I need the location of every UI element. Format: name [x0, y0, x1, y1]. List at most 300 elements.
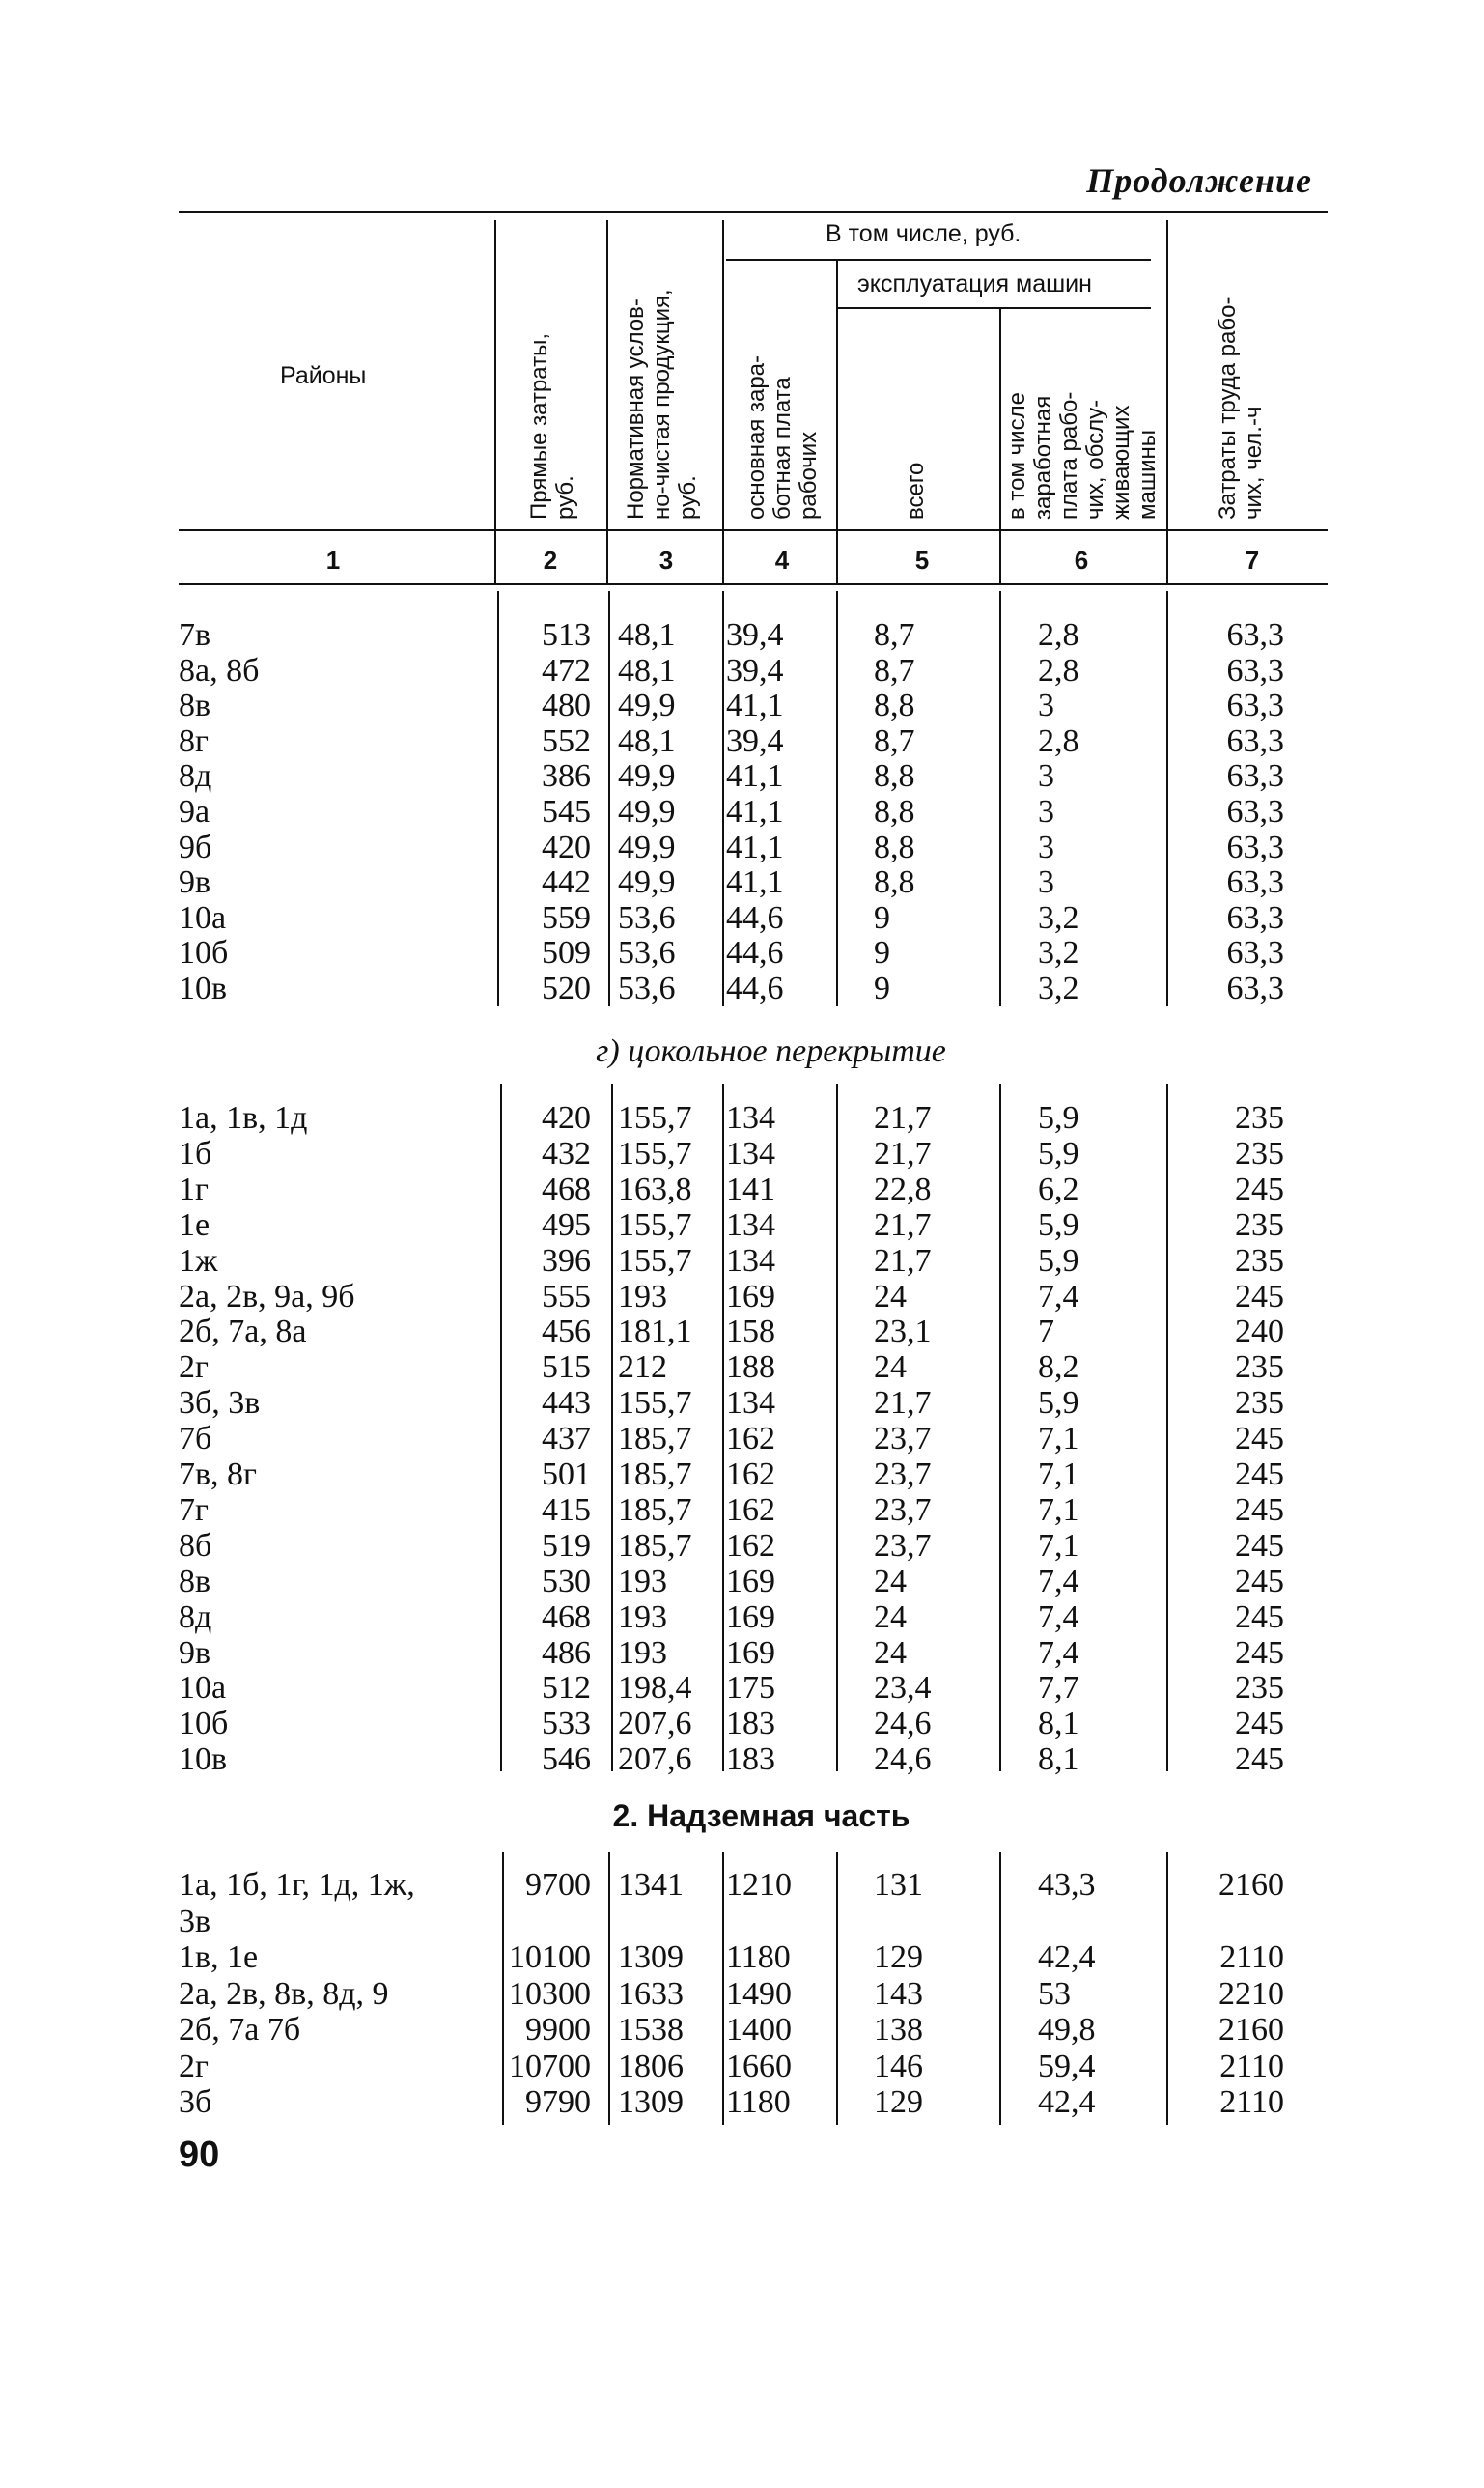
labor-cell: 2210: [1218, 1975, 1284, 2012]
district-cell: 2б, 7а 7б: [179, 2012, 301, 2048]
labor-cell: 63,3: [1226, 617, 1284, 653]
machines-total-cell: 8,8: [874, 794, 915, 830]
net-product-cell: 207,6: [618, 1706, 692, 1742]
net-product-cell: 155,7: [618, 1100, 692, 1136]
direct-costs-cell: 515: [542, 1349, 591, 1386]
base-wage-cell: 169: [726, 1634, 775, 1671]
net-product-cell: 49,9: [618, 864, 676, 901]
sec1-vline-2: [608, 591, 610, 1006]
machines-total-cell: 23,7: [874, 1456, 932, 1492]
sec3-vline-2: [608, 1852, 610, 2125]
district-cell: 2г: [179, 1349, 209, 1386]
table-row: [0, 936, 1484, 971]
labor-cell: 235: [1235, 1349, 1284, 1386]
machines-group-rule: [837, 307, 1151, 309]
table-row: [0, 759, 1484, 794]
table-row: [0, 831, 1484, 865]
machine-wage-cell: 7,1: [1038, 1527, 1079, 1564]
direct-costs-cell: 456: [542, 1314, 591, 1350]
base-wage-cell: 162: [726, 1421, 775, 1457]
net-product-cell: 53,6: [618, 971, 676, 1006]
base-wage-cell: 141: [726, 1171, 775, 1207]
table-row: [0, 1742, 1484, 1777]
table-row: [0, 1600, 1484, 1635]
district-cell: 10а: [179, 1670, 227, 1707]
colnum-7: 7: [1245, 546, 1260, 575]
machine-wage-cell: 3: [1038, 758, 1054, 795]
labor-cell: 235: [1235, 1206, 1284, 1243]
header-vline-2: [606, 220, 608, 583]
sec1-vline-4: [836, 591, 838, 1006]
direct-costs-cell: 545: [542, 794, 591, 830]
net-product-cell: 198,4: [618, 1670, 692, 1707]
machines-total-cell: 21,7: [874, 1385, 932, 1422]
machines-total-cell: 21,7: [874, 1242, 932, 1279]
machines-total-cell: 138: [874, 2012, 923, 2048]
district-cell: 10б: [179, 1706, 229, 1742]
labor-cell: 245: [1235, 1456, 1284, 1492]
machine-wage-cell: 8,1: [1038, 1706, 1079, 1742]
net-product-cell: 1633: [618, 1975, 684, 2012]
table-row: [0, 901, 1484, 936]
colnum-1: 1: [325, 546, 341, 575]
machines-total-cell: 23,1: [874, 1314, 932, 1350]
direct-costs-cell: 386: [542, 758, 591, 795]
base-wage-cell: 1210: [726, 1867, 792, 1903]
district-cell: 3б: [179, 2084, 212, 2120]
sec2-vline-1: [500, 1084, 502, 1771]
base-wage-cell: 162: [726, 1456, 775, 1492]
net-product-cell: 185,7: [618, 1527, 692, 1564]
net-product-cell: 163,8: [618, 1171, 692, 1207]
continuation-label: Продолжение: [1086, 161, 1312, 200]
table-row: [0, 1565, 1484, 1599]
labor-cell: 63,3: [1226, 794, 1284, 830]
machine-wage-cell: 2,8: [1038, 722, 1079, 759]
base-wage-cell: 183: [726, 1706, 775, 1742]
base-wage-cell: 41,1: [726, 864, 784, 901]
labor-cell: 245: [1235, 1491, 1284, 1528]
colnum-6: 6: [1074, 546, 1089, 575]
machines-total-cell: 22,8: [874, 1171, 932, 1207]
base-wage-cell: 41,1: [726, 758, 784, 795]
district-cell: 1а, 1б, 1г, 1д, 1ж,: [179, 1867, 415, 1903]
table-row: [0, 1173, 1484, 1207]
district-cell: 1б: [179, 1135, 212, 1172]
machine-wage-cell: 5,9: [1038, 1385, 1079, 1422]
machine-wage-cell: 7: [1038, 1314, 1054, 1350]
district-cell: 1ж: [179, 1242, 218, 1279]
base-wage-cell: 1180: [726, 2084, 791, 2120]
net-product-cell: 207,6: [618, 1741, 692, 1778]
machines-total-cell: 24: [874, 1598, 907, 1635]
base-wage-cell: 39,4: [726, 652, 784, 689]
machine-wage-cell: 7,1: [1038, 1421, 1079, 1457]
labor-cell: 63,3: [1226, 829, 1284, 865]
district-cell: 2а, 2в, 8в, 8д, 9: [179, 1975, 389, 2012]
direct-costs-cell: 513: [542, 617, 591, 653]
direct-costs-cell: 432: [542, 1135, 591, 1172]
header-col5: всего: [903, 462, 929, 520]
district-cell: 9б: [179, 829, 212, 865]
header-col1: Районы: [280, 362, 367, 389]
net-product-cell: 193: [618, 1634, 667, 1671]
net-product-cell: 1309: [618, 1939, 684, 1975]
direct-costs-cell: 480: [542, 688, 591, 724]
sec3-vline-3: [722, 1852, 724, 2125]
direct-costs-cell: 546: [542, 1741, 591, 1778]
base-wage-cell: 169: [726, 1563, 775, 1599]
sec1-vline-3: [722, 591, 724, 1006]
sec3-vline-1: [502, 1852, 504, 2125]
labor-cell: 63,3: [1226, 722, 1284, 759]
machines-total-cell: 131: [874, 1867, 923, 1903]
table-row: [0, 1636, 1484, 1671]
machine-wage-cell: 53: [1038, 1975, 1071, 2012]
district-cell: 1а, 1в, 1д: [179, 1100, 308, 1136]
net-product-cell: 193: [618, 1278, 667, 1315]
district-cell: 8а, 8б: [179, 652, 260, 689]
machine-wage-cell: 2,8: [1038, 617, 1079, 653]
net-product-cell: 212: [618, 1349, 667, 1386]
machine-wage-cell: 7,4: [1038, 1563, 1079, 1599]
district-cell: 8д: [179, 1598, 212, 1635]
section2-title: г) цокольное перекрытие: [596, 1033, 946, 1069]
direct-costs-cell: 559: [542, 899, 591, 936]
base-wage-cell: 1400: [726, 2012, 792, 2048]
sec2-vline-2: [611, 1084, 613, 1771]
base-wage-cell: 39,4: [726, 617, 784, 653]
net-product-cell: 193: [618, 1598, 667, 1635]
machines-total-cell: 24: [874, 1349, 907, 1386]
net-product-cell: 49,9: [618, 794, 676, 830]
header-incl-group: В том числе, руб.: [826, 220, 1022, 247]
labor-cell: 245: [1235, 1563, 1284, 1599]
machines-total-cell: 21,7: [874, 1206, 932, 1243]
labor-cell: 235: [1235, 1242, 1284, 1279]
labor-cell: 63,3: [1226, 688, 1284, 724]
table-row: [0, 865, 1484, 900]
machine-wage-cell: 3,2: [1038, 971, 1079, 1006]
machines-total-cell: 23,7: [874, 1421, 932, 1457]
table-row: [0, 1208, 1484, 1243]
machines-total-cell: 24: [874, 1278, 907, 1315]
header-vline-1: [494, 220, 496, 583]
direct-costs-cell: 415: [542, 1491, 591, 1528]
labor-cell: 245: [1235, 1421, 1284, 1457]
district-cell: 2г: [179, 2048, 209, 2084]
direct-costs-cell: 442: [542, 864, 591, 901]
machine-wage-cell: 7,1: [1038, 1456, 1079, 1492]
district-cell: 3в: [179, 1903, 211, 1939]
base-wage-cell: 134: [726, 1206, 775, 1243]
colnum-5: 5: [914, 546, 930, 575]
table-row: [0, 1529, 1484, 1564]
machines-total-cell: 8,8: [874, 864, 915, 901]
colnum-bottom-rule: [179, 583, 1328, 585]
direct-costs-cell: 552: [542, 722, 591, 759]
header-vline-6: [1166, 220, 1168, 583]
page-number: 90: [179, 2135, 220, 2175]
colnum-4: 4: [774, 546, 790, 575]
machine-wage-cell: 3: [1038, 829, 1054, 865]
machine-wage-cell: 8,1: [1038, 1741, 1079, 1778]
labor-cell: 245: [1235, 1527, 1284, 1564]
district-cell: 9в: [179, 1634, 211, 1671]
table-row: [0, 618, 1484, 653]
district-cell: 8в: [179, 1563, 211, 1599]
labor-cell: 2160: [1218, 1867, 1284, 1903]
table-row: [0, 795, 1484, 830]
direct-costs-cell: 512: [542, 1670, 591, 1707]
net-product-cell: 1806: [618, 2048, 684, 2084]
direct-costs-cell: 420: [542, 1100, 591, 1136]
net-product-cell: 53,6: [618, 935, 676, 972]
table-row: [0, 972, 1484, 1006]
direct-costs-cell: 533: [542, 1706, 591, 1742]
table-row: [0, 1422, 1484, 1456]
district-cell: 10в: [179, 1741, 228, 1778]
net-product-cell: 155,7: [618, 1385, 692, 1422]
base-wage-cell: 134: [726, 1135, 775, 1172]
table-row: [0, 654, 1484, 689]
base-wage-cell: 1180: [726, 1939, 791, 1975]
machines-total-cell: 23,7: [874, 1527, 932, 1564]
net-product-cell: 48,1: [618, 652, 676, 689]
direct-costs-cell: 9700: [525, 1867, 591, 1903]
district-cell: 7в: [179, 617, 211, 653]
table-row: [0, 1868, 1484, 1903]
direct-costs-cell: 530: [542, 1563, 591, 1599]
table-row: [0, 1671, 1484, 1706]
direct-costs-cell: 10700: [509, 2048, 591, 2084]
base-wage-cell: 134: [726, 1385, 775, 1422]
labor-cell: 2160: [1218, 2012, 1284, 2048]
machine-wage-cell: 7,4: [1038, 1598, 1079, 1635]
machines-total-cell: 24: [874, 1634, 907, 1671]
base-wage-cell: 162: [726, 1491, 775, 1528]
table-row: [0, 1977, 1484, 2012]
machine-wage-cell: 3,2: [1038, 899, 1079, 936]
labor-cell: 235: [1235, 1135, 1284, 1172]
machines-total-cell: 8,8: [874, 688, 915, 724]
base-wage-cell: 41,1: [726, 829, 784, 865]
machines-total-cell: 8,7: [874, 617, 915, 653]
machine-wage-cell: 8,2: [1038, 1349, 1079, 1386]
district-cell: 1е: [179, 1206, 210, 1243]
header-col4: основная зара- ботная плата рабочих: [743, 354, 822, 520]
table-row: [0, 1905, 1484, 1939]
colnum-3: 3: [658, 546, 674, 575]
district-cell: 7г: [179, 1491, 209, 1528]
sec2-vline-4: [836, 1084, 838, 1771]
direct-costs-cell: 501: [542, 1456, 591, 1492]
machines-total-cell: 9: [874, 899, 890, 936]
district-cell: 3б, 3в: [179, 1385, 261, 1422]
direct-costs-cell: 468: [542, 1171, 591, 1207]
machine-wage-cell: 6,2: [1038, 1171, 1079, 1207]
header-col3: Нормативная услов- но-чистая продукция, руб.: [623, 289, 701, 520]
base-wage-cell: 158: [726, 1314, 775, 1350]
labor-cell: 245: [1235, 1634, 1284, 1671]
machines-total-cell: 9: [874, 971, 890, 1006]
district-cell: 1г: [179, 1171, 209, 1207]
machine-wage-cell: 42,4: [1038, 1939, 1096, 1975]
district-cell: 2б, 7а, 8а: [179, 1314, 307, 1350]
direct-costs-cell: 468: [542, 1598, 591, 1635]
sec2-vline-3: [722, 1084, 724, 1771]
direct-costs-cell: 437: [542, 1421, 591, 1457]
direct-costs-cell: 486: [542, 1634, 591, 1671]
labor-cell: 2110: [1219, 1939, 1284, 1975]
header-col7: Затраты труда рабо- чих, чел.-ч: [1215, 297, 1267, 520]
table-row: [0, 2085, 1484, 2120]
district-cell: 7в, 8г: [179, 1456, 257, 1492]
labor-cell: 245: [1235, 1706, 1284, 1742]
machines-total-cell: 143: [874, 1975, 923, 2012]
machine-wage-cell: 7,7: [1038, 1670, 1079, 1707]
machines-total-cell: 9: [874, 935, 890, 972]
machine-wage-cell: 3,2: [1038, 935, 1079, 972]
table-row: [0, 1457, 1484, 1492]
header-vline-3: [722, 220, 724, 583]
base-wage-cell: 183: [726, 1741, 775, 1778]
direct-costs-cell: 519: [542, 1527, 591, 1564]
direct-costs-cell: 420: [542, 829, 591, 865]
table-row: [0, 2013, 1484, 2048]
machine-wage-cell: 5,9: [1038, 1100, 1079, 1136]
header-machines-group: эксплуатация машин: [857, 270, 1092, 297]
sec3-vline-5: [999, 1852, 1001, 2125]
net-product-cell: 49,9: [618, 758, 676, 795]
labor-cell: 63,3: [1226, 971, 1284, 1006]
machine-wage-cell: 5,9: [1038, 1242, 1079, 1279]
table-row: [0, 1707, 1484, 1741]
labor-cell: 63,3: [1226, 864, 1284, 901]
incl-group-rule: [726, 259, 1151, 261]
table-row: [0, 724, 1484, 759]
labor-cell: 235: [1235, 1385, 1284, 1422]
labor-cell: 63,3: [1226, 758, 1284, 795]
base-wage-cell: 134: [726, 1242, 775, 1279]
net-product-cell: 49,9: [618, 688, 676, 724]
table-row: [0, 1350, 1484, 1385]
district-cell: 8б: [179, 1527, 212, 1564]
district-cell: 10в: [179, 971, 228, 1006]
header-vline-5: [999, 309, 1001, 583]
base-wage-cell: 44,6: [726, 935, 784, 972]
direct-costs-cell: 555: [542, 1278, 591, 1315]
net-product-cell: 53,6: [618, 899, 676, 936]
machine-wage-cell: 7,4: [1038, 1278, 1079, 1315]
district-cell: 8в: [179, 688, 211, 724]
machine-wage-cell: 59,4: [1038, 2048, 1096, 2084]
labor-cell: 2110: [1219, 2084, 1284, 2120]
direct-costs-cell: 10300: [509, 1975, 591, 2012]
machines-total-cell: 129: [874, 1939, 923, 1975]
table-row: [0, 1137, 1484, 1172]
net-product-cell: 48,1: [618, 617, 676, 653]
table-row: [0, 2050, 1484, 2084]
sec1-vline-6: [1166, 591, 1168, 1006]
machine-wage-cell: 5,9: [1038, 1135, 1079, 1172]
table-row: [0, 1315, 1484, 1349]
labor-cell: 63,3: [1226, 652, 1284, 689]
direct-costs-cell: 9790: [525, 2084, 591, 2120]
header-top-rule: [179, 211, 1328, 213]
base-wage-cell: 44,6: [726, 899, 784, 936]
labor-cell: 245: [1235, 1278, 1284, 1315]
labor-cell: 235: [1235, 1100, 1284, 1136]
sec2-vline-6: [1166, 1084, 1168, 1771]
net-product-cell: 193: [618, 1563, 667, 1599]
sec1-vline-5: [999, 591, 1001, 1006]
header-bottom-rule: [179, 529, 1328, 531]
labor-cell: 240: [1235, 1314, 1284, 1350]
machines-total-cell: 23,4: [874, 1670, 932, 1707]
direct-costs-cell: 472: [542, 652, 591, 689]
table-row: [0, 1940, 1484, 1975]
colnum-2: 2: [543, 546, 558, 575]
machines-total-cell: 21,7: [874, 1100, 932, 1136]
net-product-cell: 155,7: [618, 1206, 692, 1243]
table-row: [0, 1493, 1484, 1528]
machine-wage-cell: 7,1: [1038, 1491, 1079, 1528]
base-wage-cell: 169: [726, 1278, 775, 1315]
labor-cell: 245: [1235, 1741, 1284, 1778]
net-product-cell: 181,1: [618, 1314, 692, 1350]
district-cell: 2а, 2в, 9а, 9б: [179, 1278, 355, 1315]
base-wage-cell: 188: [726, 1349, 775, 1386]
table-row: [0, 1244, 1484, 1279]
district-cell: 10б: [179, 935, 229, 972]
net-product-cell: 185,7: [618, 1491, 692, 1528]
machine-wage-cell: 49,8: [1038, 2012, 1096, 2048]
machine-wage-cell: 7,4: [1038, 1634, 1079, 1671]
labor-cell: 2110: [1219, 2048, 1284, 2084]
machine-wage-cell: 3: [1038, 688, 1054, 724]
district-cell: 8г: [179, 722, 209, 759]
machines-total-cell: 8,8: [874, 829, 915, 865]
sec3-vline-6: [1166, 1852, 1168, 2125]
machine-wage-cell: 3: [1038, 864, 1054, 901]
machines-total-cell: 8,7: [874, 722, 915, 759]
machines-total-cell: 129: [874, 2084, 923, 2120]
direct-costs-cell: 443: [542, 1385, 591, 1422]
machines-total-cell: 21,7: [874, 1135, 932, 1172]
machines-total-cell: 24,6: [874, 1706, 932, 1742]
direct-costs-cell: 520: [542, 971, 591, 1006]
labor-cell: 245: [1235, 1598, 1284, 1635]
net-product-cell: 1309: [618, 2084, 684, 2120]
machine-wage-cell: 42,4: [1038, 2084, 1096, 2120]
labor-cell: 245: [1235, 1171, 1284, 1207]
base-wage-cell: 44,6: [726, 971, 784, 1006]
table-row: [0, 1101, 1484, 1136]
district-cell: 7б: [179, 1421, 212, 1457]
sec2-vline-5: [999, 1084, 1001, 1771]
header-col6: в том числе заработная плата рабо- чих, обслу- живающих машины: [1004, 391, 1161, 520]
direct-costs-cell: 396: [542, 1242, 591, 1279]
base-wage-cell: 175: [726, 1670, 775, 1707]
header-vline-4: [836, 261, 838, 583]
machine-wage-cell: 5,9: [1038, 1206, 1079, 1243]
base-wage-cell: 134: [726, 1100, 775, 1136]
sec3-vline-4: [836, 1852, 838, 2125]
district-cell: 8д: [179, 758, 212, 795]
net-product-cell: 48,1: [618, 722, 676, 759]
machine-wage-cell: 2,8: [1038, 652, 1079, 689]
